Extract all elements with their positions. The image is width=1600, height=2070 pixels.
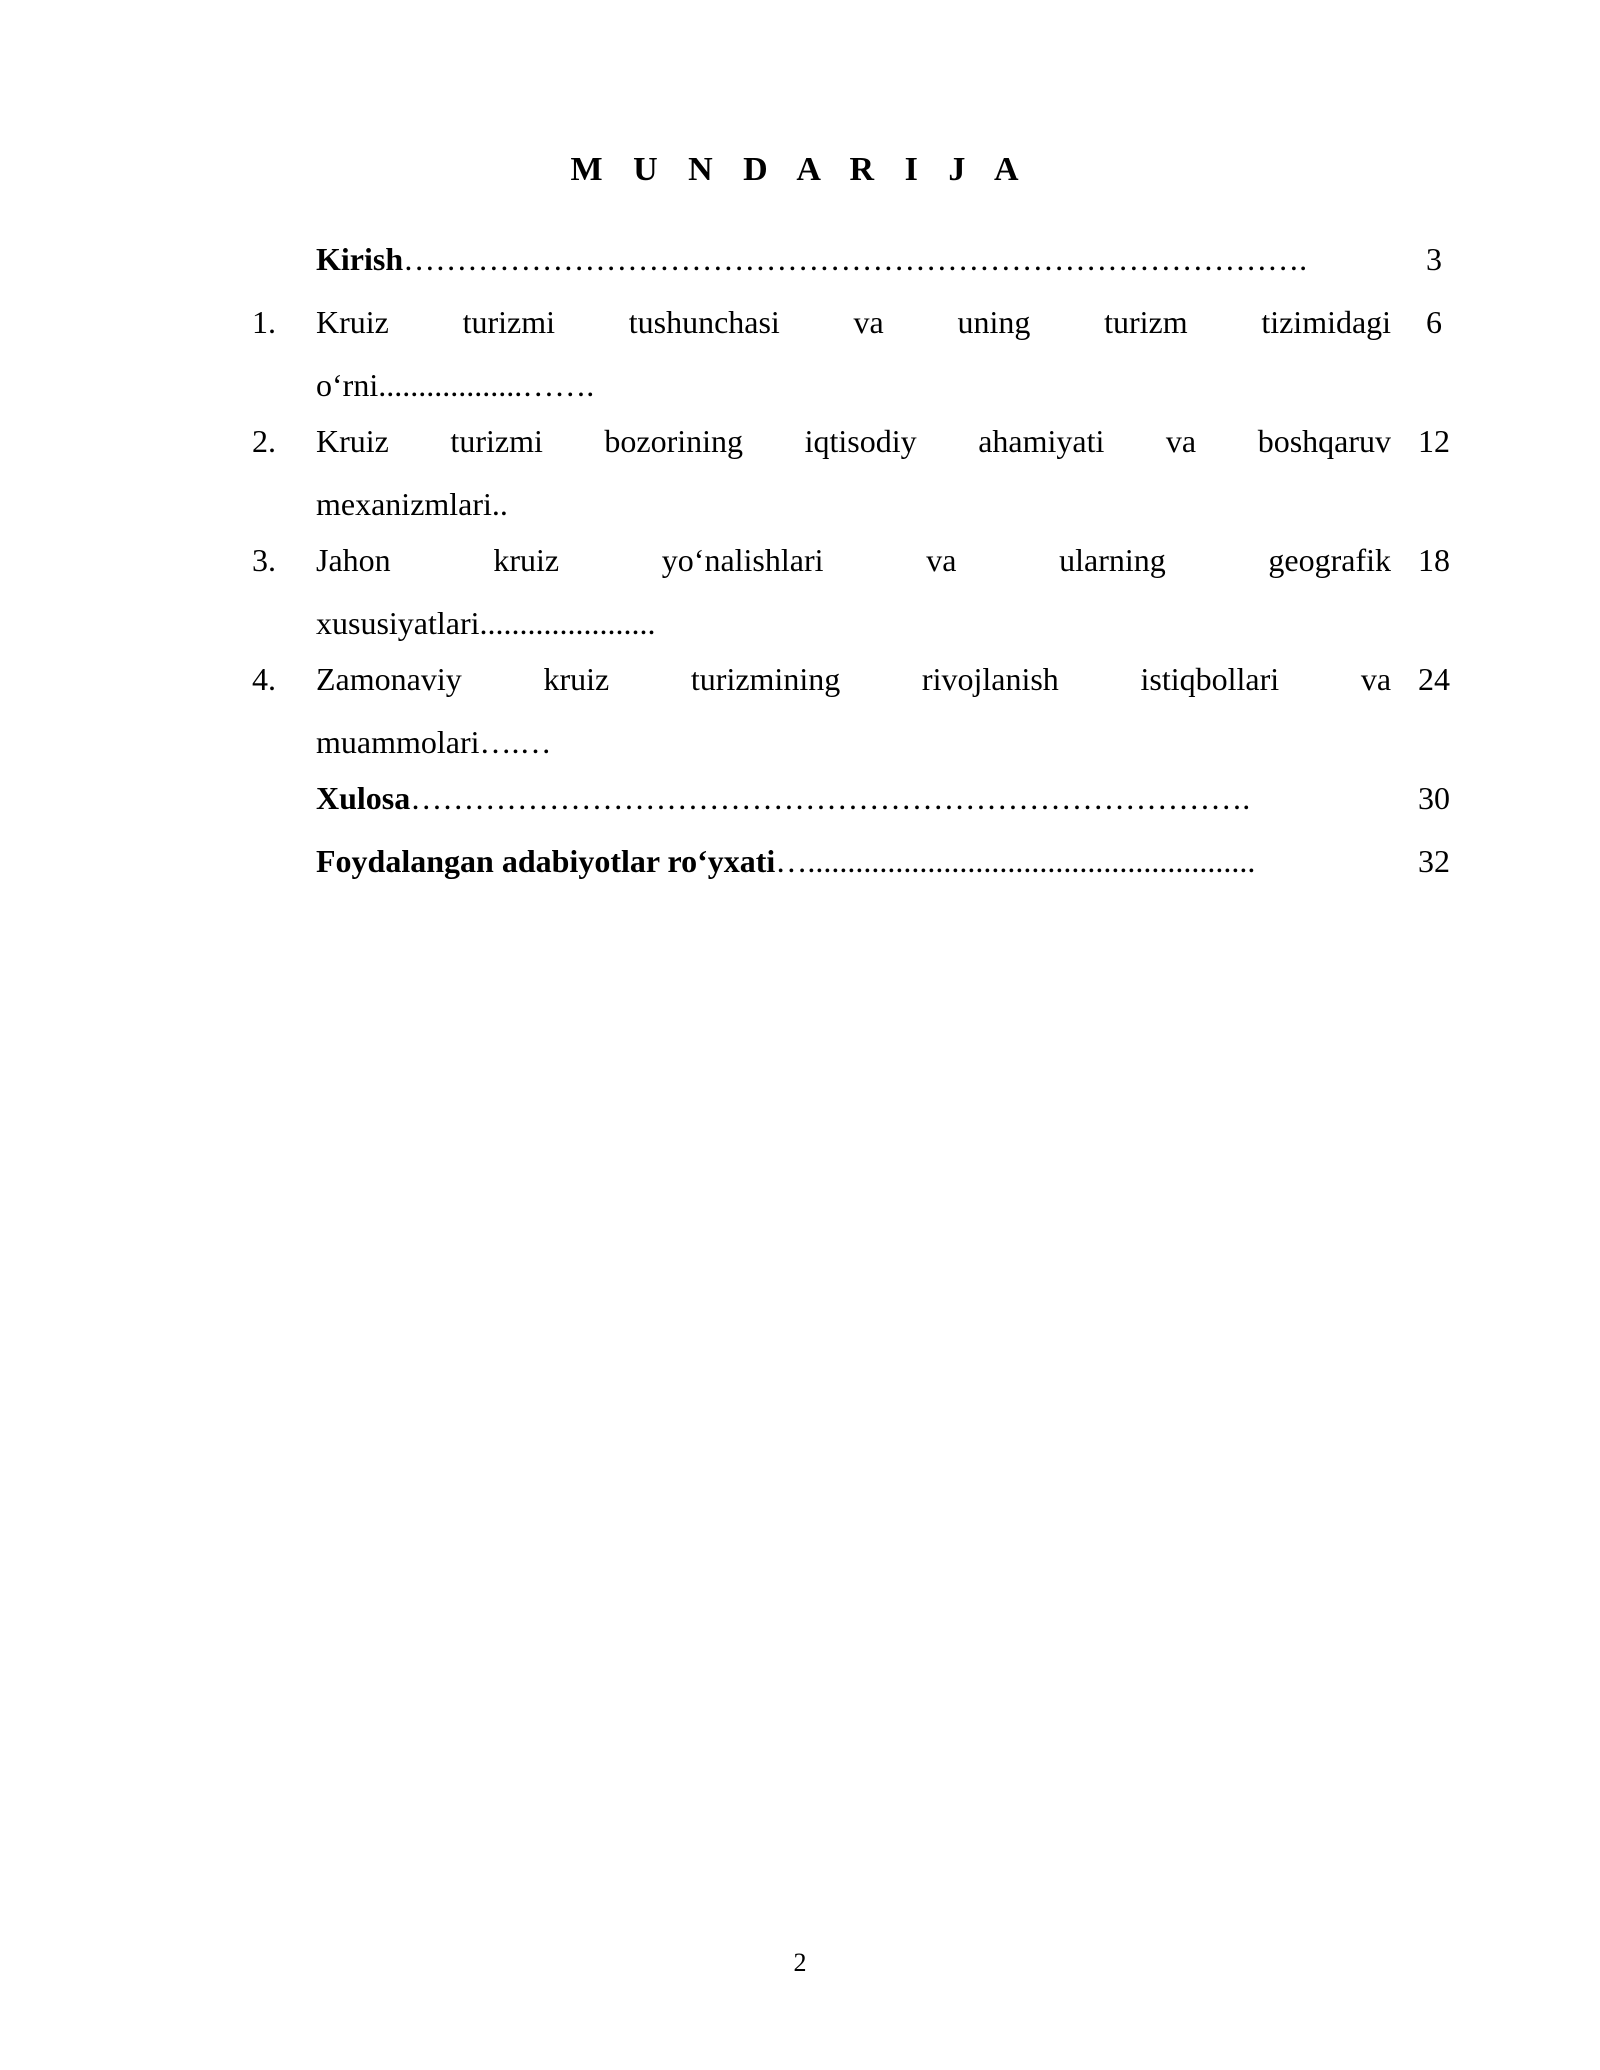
toc-page-number: 12 [1418,423,1450,459]
word: turizm [1104,304,1188,340]
toc-entry-number: 3. [252,542,276,578]
toc-entry-text [316,648,1391,774]
toc-leader-dots: ……………………………………………………………………. [410,780,1251,816]
word: tushunchasi [628,304,780,340]
toc-page-number: 24 [1418,661,1450,697]
word: va [853,304,884,340]
toc-page-number: 3 [1426,241,1442,277]
word: bozorining [604,423,744,459]
toc-entry-line-1 [316,529,1391,592]
toc-entry-label: Foydalangan adabiyotlar ro‘yxati [316,843,776,879]
toc-entry-number: 4. [252,661,276,697]
toc-entry-text [316,529,1391,655]
word: rivojlanish [921,661,1059,697]
toc-entry-line-1 [316,410,1391,473]
toc-entry-line-1 [316,291,1391,354]
word: va [1360,661,1392,697]
toc-page-number: 18 [1418,542,1450,578]
toc-entry-label: Kirish [316,241,404,277]
toc-entry-line-2: mexanizmlari.. [316,486,508,522]
word: turizmining [690,661,841,697]
word: tizimidagi [1261,304,1392,340]
toc-entry-line-2: xususiyatlari...................... [316,605,656,641]
word: Kruiz [316,304,389,340]
toc-entry-text [316,830,1391,893]
toc-entry-number: 2. [252,423,276,459]
word: ahamiyati [978,423,1105,459]
toc-entry-text [316,291,1391,417]
toc-entry-line-2: muammolari….… [316,724,552,760]
toc-title: M U N D A R I J A [570,151,1030,188]
toc-entry-text [316,410,1391,536]
toc-entry-number: 1. [252,304,276,340]
toc-page-number: 30 [1418,780,1450,816]
word: Zamonaviy [316,661,462,697]
word: turizmi [462,304,555,340]
toc-entry-text [316,767,1391,830]
page-footer-number: 2 [793,1948,807,1977]
toc-page-number: 32 [1418,843,1450,879]
toc-leader-dots: …........................................................ [775,843,1256,879]
word: kruiz [493,542,560,578]
word: iqtisodiy [804,423,917,459]
word: ularning [1059,542,1166,578]
toc-page-number: 6 [1426,304,1442,340]
toc-entry-line-2: o‘rni..................……. [316,367,595,403]
toc-entry-text [316,228,1391,291]
word: istiqbollari [1140,661,1280,697]
toc-leader-dots: …………………………………………………………………………. [403,241,1308,277]
word: yo‘nalishlari [661,542,824,578]
word: Jahon [316,542,391,578]
word: Kruiz [316,423,389,459]
word: turizmi [450,423,543,459]
word: va [1165,423,1197,459]
word: uning [957,304,1031,340]
word: kruiz [543,661,610,697]
word: geografik [1268,542,1392,578]
word: va [926,542,957,578]
toc-entry-line-1 [316,648,1391,711]
toc-entry-label: Xulosa [316,780,411,816]
word: boshqaruv [1257,423,1391,459]
